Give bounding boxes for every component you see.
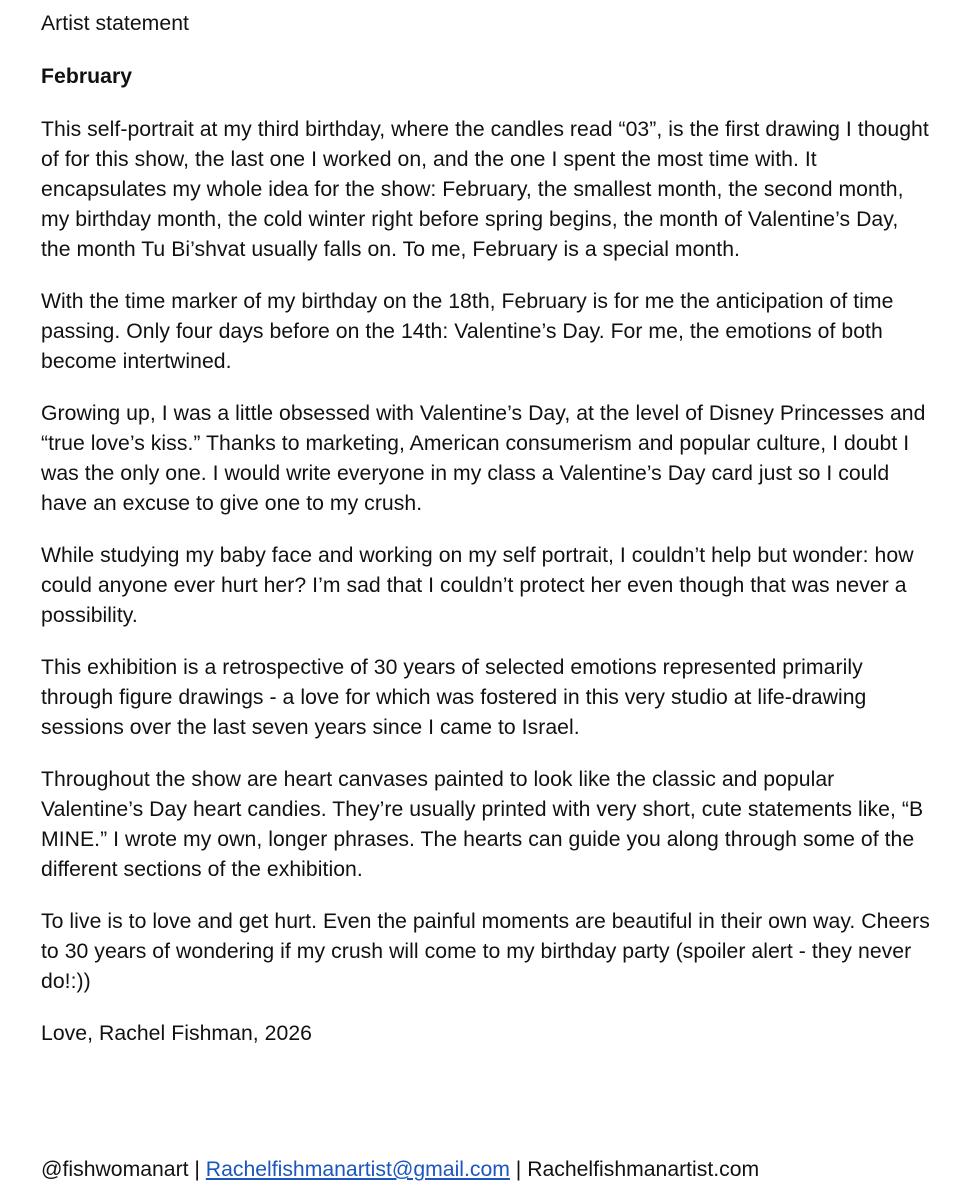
email-link[interactable]: Rachelfishmanartist@gmail.com	[205, 1158, 510, 1181]
paragraph-time-marker: With the time marker of my birthday on the 18th, February is for me the anticipation of time passing. Only four days before on the 14th: Valentine’s Day. For me, the emotions of both become intertwined.	[41, 290, 894, 373]
paragraph-heart-canvases: Throughout the show are heart canvases painted to look like the classic and popular Valentine’s Day heart candies. They’re usually printed with very short, cute statements like, “B MINE.” I wrote my own, longer phrases. The hearts can guide you along through some of the different sections of the exhibition.	[41, 768, 924, 881]
document-label: Artist statement	[41, 12, 189, 35]
footer-separator: |	[509, 1158, 528, 1181]
paragraph-self-portrait: This self-portrait at my third birthday, where the candles read “03”, is the first drawing I thought of for this show, the last one I worked on, and the one I spent the most time with. It encapsulates my whole idea for the show: February, the smallest month, the second month, my birthday month, the cold winter right before spring begins, the month of Valentine’s Day, the month Tu Bi’shvat usually falls on. To me, February is a special month.	[41, 118, 929, 261]
signature: Love, Rachel Fishman, 2026	[41, 1022, 313, 1045]
paragraph-baby-face: While studying my baby face and working on my self portrait, I couldn’t help but wonder: how could anyone ever hurt her? I’m sad that I couldn’t protect her even though that was never a possibility.	[41, 544, 914, 627]
instagram-handle: @fishwomanart	[41, 1158, 189, 1181]
document-body	[41, 9, 931, 1049]
document-title: February	[41, 65, 133, 88]
contact-footer	[41, 1155, 941, 1185]
paragraph-retrospective: This exhibition is a retrospective of 30 years of selected emotions represented primarily through figure drawings - a love for which was fostered in this very studio at life-drawing sessions over the last seven years since I came to Israel.	[41, 656, 867, 739]
footer-separator: |	[188, 1158, 206, 1181]
website-text: Rachelfishmanartist.com	[527, 1158, 760, 1181]
paragraph-growing-up: Growing up, I was a little obsessed with Valentine’s Day, at the level of Disney Princesses and “true love’s kiss.” Thanks to marketing, American consumerism and popular culture, I doubt I was the only one. I would write everyone in my class a Valentine’s Day card just so I could have an excuse to give one to my crush.	[41, 402, 926, 515]
paragraph-to-live: To live is to love and get hurt. Even the painful moments are beautiful in their own way. Cheers to 30 years of wondering if my crush will come to my birthday party (spoiler alert - they never do!:))	[41, 910, 930, 993]
